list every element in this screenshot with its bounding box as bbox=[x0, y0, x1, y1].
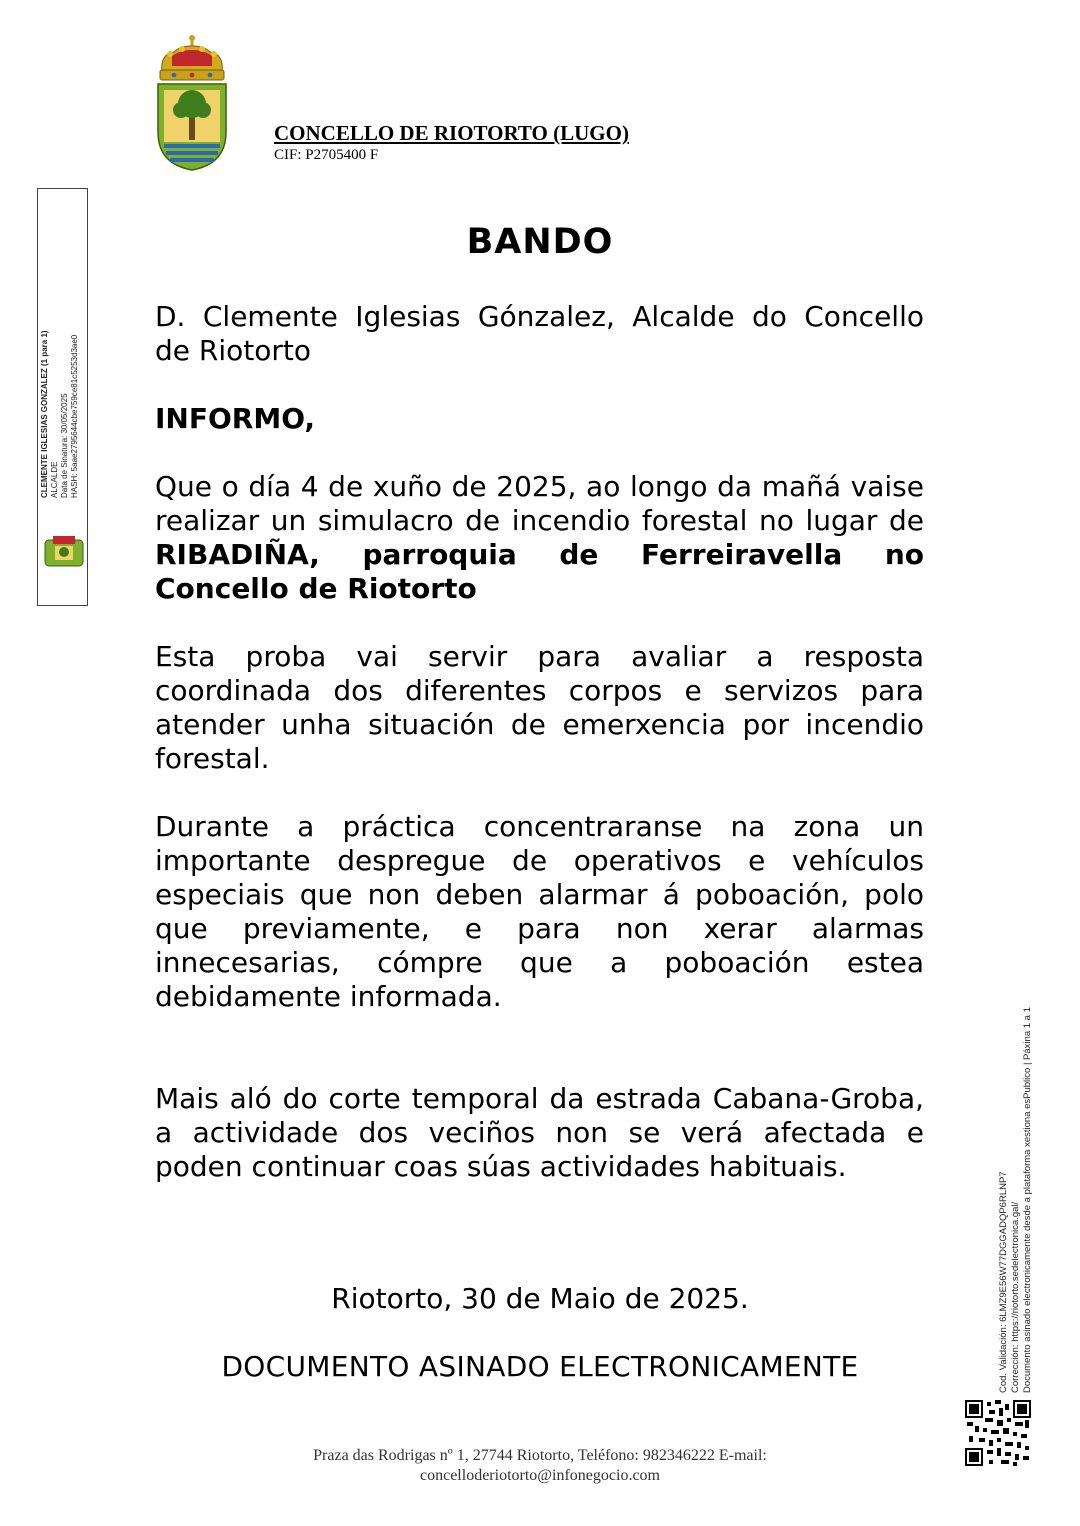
paragraph-1-location: RIBADIÑA, parroquia de Ferreiravella no Concello de Riotorto bbox=[155, 538, 924, 605]
paragraph-1 bbox=[155, 470, 924, 606]
validation-url: Corrección: https://riotorto.sedelectronica.gal/ bbox=[1010, 1201, 1021, 1393]
signed-note: DOCUMENTO ASINADO ELECTRONICAMENTE bbox=[221, 1350, 859, 1383]
place-date: Riotorto, 30 de Maio de 2025. bbox=[331, 1282, 749, 1315]
document-body bbox=[155, 300, 924, 1184]
footer bbox=[0, 1446, 1080, 1486]
paragraph-1-text: Que o día 4 de xuño de 2025, ao longo da mañá vaise realizar un simulacro de incendio forestal no lugar de bbox=[155, 470, 924, 537]
organization-cif: CIF: P2705400 F bbox=[274, 147, 379, 163]
footer-address: Praza das Rodrigas nº 1, 27744 Riotorto, Teléfono: 982346222 E-mail: bbox=[313, 1447, 767, 1464]
signature-hash: HASH: 5aae2795644cbe759ce81c5253d3ae0 bbox=[70, 334, 79, 498]
informo-heading: INFORMO, bbox=[155, 402, 316, 435]
coat-of-arms-icon bbox=[150, 32, 234, 172]
document-title: BANDO bbox=[466, 222, 614, 262]
qr-code-icon bbox=[965, 1400, 1031, 1466]
signer-role: ALCALDE bbox=[50, 461, 59, 498]
paragraph-2: Esta proba vai servir para avaliar a resposta coordinada dos diferentes corpos e servizos para atender unha situación de emerxencia por incendio forestal. bbox=[155, 640, 924, 775]
signature-date: Data de Sinatura: 30/05/2025 bbox=[60, 393, 69, 498]
paragraph-4: Mais aló do corte temporal da estrada Cabana-Groba, a actividade dos veciños non se verá afectada e poden continuar coas súas actividades habituais. bbox=[155, 1082, 924, 1183]
signer-name: CLEMENTE IGLESIAS GONZALEZ (1 para 1) bbox=[40, 330, 49, 498]
organization-name: CONCELLO DE RIOTORTO (LUGO) bbox=[274, 121, 629, 145]
letterhead bbox=[274, 120, 629, 164]
footer-email: concelloderiotorto@infonegocio.com bbox=[420, 1467, 660, 1484]
intro-line-2: de Riotorto bbox=[155, 334, 311, 367]
validation-info bbox=[998, 943, 1034, 1393]
validation-code: Cod. Validación: 6LMZ9E56W77DGGADQP6RLNP7 bbox=[998, 1171, 1009, 1393]
validation-platform: Documento asinado electronicamente desde a plataforma xestiona esPublico | Páxina 1 a 1 bbox=[1022, 1007, 1033, 1393]
mini-crest-icon bbox=[41, 534, 87, 570]
paragraph-3: Durante a práctica concentraranse na zona un importante despregue de operativos e vehículos especiais que non deben alarmar á poboación, polo que previamente, e para non xerar alarmas innecesarias, cómpre que a poboación estea debidamente informada. bbox=[155, 810, 924, 1013]
intro-line-1: D. Clemente Iglesias Gónzalez, Alcalde do Concello bbox=[155, 300, 924, 333]
